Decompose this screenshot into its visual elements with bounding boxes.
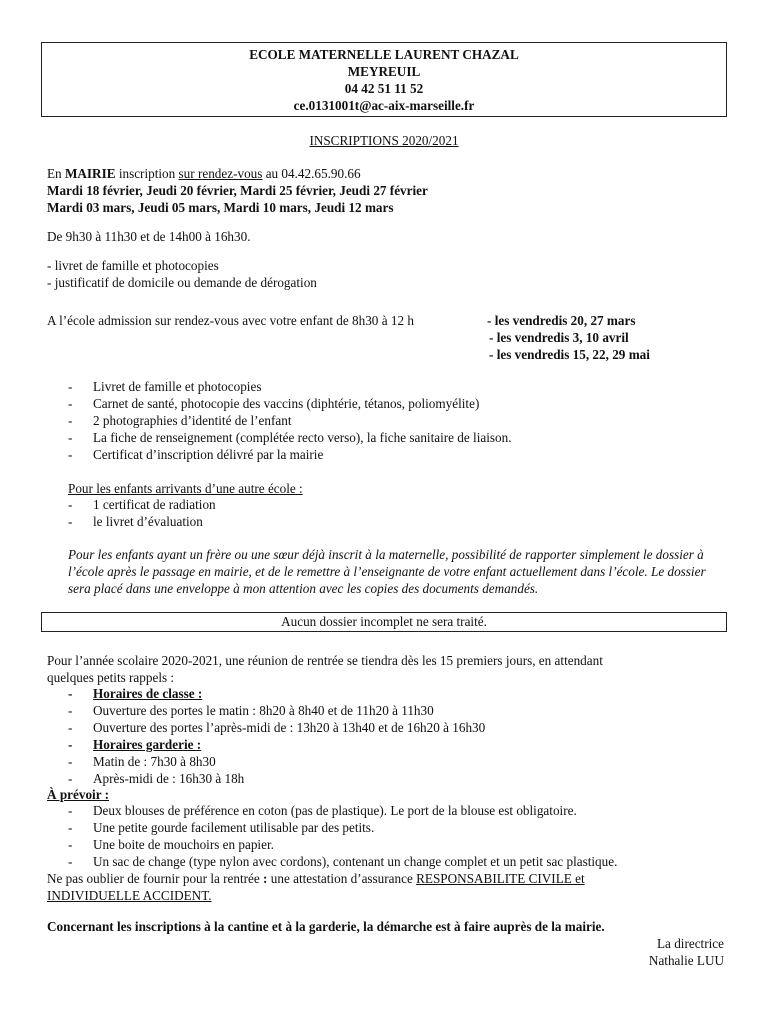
mairie-doc-domicile: - justificatif de domicile ou demande de dérogation (47, 275, 317, 290)
school-name: ECOLE MATERNELLE LAURENT CHAZAL (249, 47, 519, 62)
ecole-intro: A l’école admission sur rendez-vous avec votre enfant de 8h30 à 12 h (47, 313, 414, 328)
list-item: - La fiche de renseignement (complétée recto verso), la fiche sanitaire de liaison. (68, 429, 512, 446)
cantine-note: Concernant les inscriptions à la cantine et à la garderie, la démarche est à faire auprès de la mairie. (47, 919, 605, 934)
rendez-vous-text: sur rendez-vous (178, 166, 263, 181)
transfer-list (68, 496, 216, 530)
prevoir-heading: À prévoir : (47, 787, 110, 802)
list-item: - Matin de : 7h30 à 8h30 (68, 753, 485, 770)
signature-role: La directrice (657, 936, 724, 951)
mairie-hours: De 9h30 à 11h30 et de 14h00 à 16h30. (47, 229, 251, 244)
assurance-responsabilite: RESPONSABILITE CIVILE et (416, 871, 585, 886)
list-item: - Deux blouses de préférence en coton (pas de plastique). Le port de la blouse est obligatoire. (68, 802, 617, 819)
rentree-intro-line2: quelques petits rappels : (47, 670, 175, 685)
list-item: - Une petite gourde facilement utilisable par des petits. (68, 819, 617, 836)
mairie-word: MAIRIE (64, 166, 116, 181)
incomplete-notice: Aucun dossier incomplet ne sera traité. (41, 612, 727, 632)
school-header-box (41, 42, 727, 117)
signature-name: Nathalie LUU (648, 953, 724, 968)
mairie-phone: au 04.42.65.90.66 (262, 166, 361, 181)
list-item: - Ouverture des portes le matin : 8h20 à 8h40 et de 11h20 à 11h30 (68, 702, 485, 719)
ecole-date-1-dash: - (487, 313, 495, 328)
list-item: - Après-midi de : 16h30 à 18h (68, 770, 485, 787)
list-item: - le livret d’évaluation (68, 513, 216, 530)
list-item: - Ouverture des portes l’après-midi de : 13h20 à 13h40 et de 16h20 à 16h30 (68, 719, 485, 736)
school-town: MEYREUIL (347, 64, 421, 79)
mairie-dates-line2: Mardi 03 mars, Jeudi 05 mars, Mardi 10 mars, Jeudi 12 mars (47, 200, 394, 215)
ecole-date-1-text: les vendredis 20, 27 mars (494, 313, 636, 328)
mairie-doc-livret: - livret de famille et photocopies (47, 258, 219, 273)
documents-list (68, 378, 512, 463)
school-phone: 04 42 51 11 52 (344, 81, 424, 96)
mairie-prefix: En (47, 166, 65, 181)
list-item: - Certificat d’inscription délivré par la mairie (68, 446, 512, 463)
horaires-list (68, 685, 485, 787)
list-item: - 1 certificat de radiation (68, 496, 216, 513)
list-item: - Carnet de santé, photocopie des vaccins (diphtérie, tétanos, poliomyélite) (68, 395, 512, 412)
ecole-date-1 (487, 312, 636, 329)
assurance-mid: une attestation d’assurance (270, 871, 417, 886)
inscription-text: inscription (115, 166, 179, 181)
school-email: ce.0131001t@ac-aix-marseille.fr (293, 98, 475, 113)
horaires-garderie-heading: - Horaires garderie : (68, 736, 485, 753)
transfer-heading: Pour les enfants arrivants d’une autre école : (68, 481, 303, 496)
list-item: - Une boite de mouchoirs en papier. (68, 836, 617, 853)
rentree-intro-line1: Pour l’année scolaire 2020-2021, une réunion de rentrée se tiendra dès les 15 premiers jours, en attendant (47, 653, 603, 668)
page-title: INSCRIPTIONS 2020/2021 (309, 133, 459, 148)
assurance-line (47, 870, 727, 887)
ecole-date-3: - les vendredis 15, 22, 29 mai (489, 347, 650, 362)
ecole-date-2: - les vendredis 3, 10 avril (489, 330, 629, 345)
mairie-line (47, 165, 727, 182)
list-item: - Un sac de change (type nylon avec cordons), contenant un change complet et un petit sac plastique. (68, 853, 617, 870)
list-item: - Livret de famille et photocopies (68, 378, 512, 395)
mairie-dates-line1: Mardi 18 février, Jeudi 20 février, Mardi 25 février, Jeudi 27 février (47, 183, 428, 198)
assurance-prefix: Ne pas oublier de fournir pour la rentrée (47, 871, 264, 886)
sibling-note: Pour les enfants ayant un frère ou une sœur déjà inscrit à la maternelle, possibilité de rapporter simplement le dossier à l’école après le passage en mairie, et de le remettre à l’enseignante de votre enfant actuellement dans l’école. Le dossier sera placé dans une enveloppe à mon attention avec les copies des documents demandés. (68, 547, 706, 596)
assurance-colon: : (263, 871, 271, 886)
list-item: - 2 photographies d’identité de l’enfant (68, 412, 512, 429)
prevoir-list (68, 802, 617, 870)
assurance-individuelle: INDIVIDUELLE ACCIDENT. (47, 888, 212, 903)
horaires-classe-heading: - Horaires de classe : (68, 685, 485, 702)
